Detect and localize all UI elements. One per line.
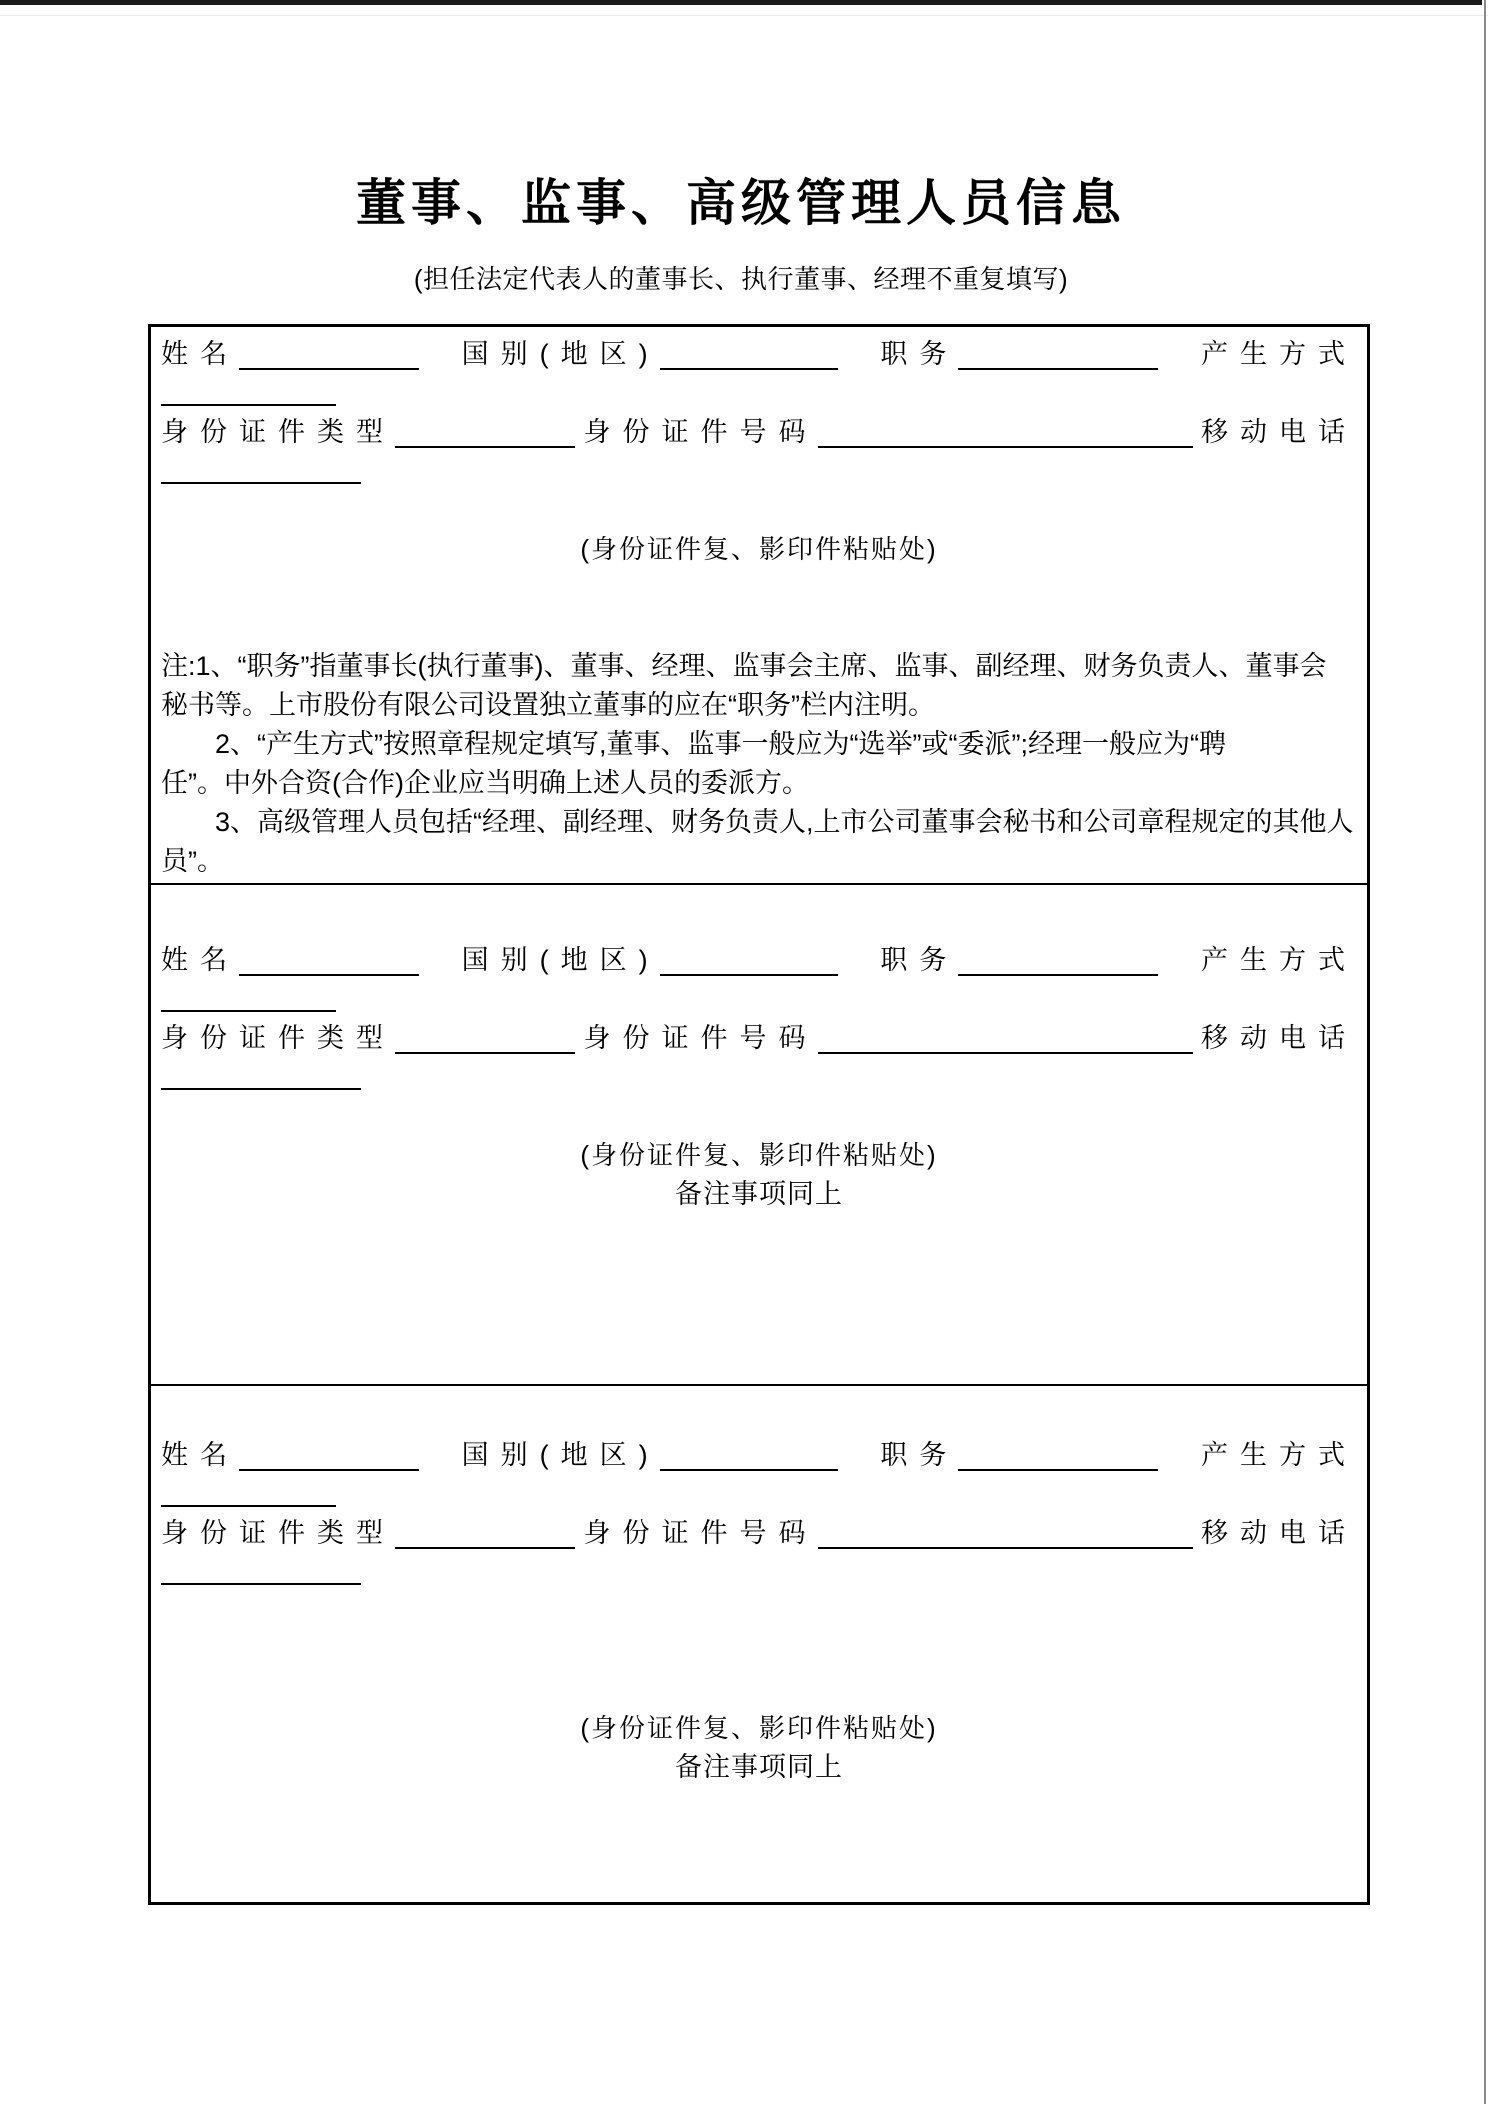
position-label: 职务 <box>880 339 959 369</box>
position-label: 职务 <box>880 1440 959 1470</box>
mobile-blank <box>161 452 361 484</box>
country-blank <box>660 338 838 370</box>
country-group <box>462 1436 838 1475</box>
name-blank <box>239 1439 419 1471</box>
note-line: 2、“产生方式”按照章程规定填写,董事、监事一般应为“选举”或“委派”;经理一般应为“聘 <box>161 729 1226 759</box>
form-table <box>148 324 1370 1905</box>
id-type-blank <box>395 1022 575 1054</box>
note-line: 秘书等。上市股份有限公司设置独立董事的应在“职务”栏内注明。 <box>161 690 935 720</box>
country-blank <box>660 1439 838 1471</box>
method-blank <box>161 1475 336 1507</box>
name-group <box>161 941 419 980</box>
position-label: 职务 <box>880 945 959 975</box>
mobile-blank-wrapped-line <box>161 1553 1357 1592</box>
position-blank <box>958 944 1158 976</box>
country-label: 国别(地区) <box>461 1440 660 1470</box>
top-border-bar <box>0 0 1482 5</box>
member-section-2 <box>151 883 1367 1384</box>
name-group <box>161 1436 419 1475</box>
name-label: 姓名 <box>161 1440 239 1470</box>
member-section-1 <box>151 327 1367 883</box>
position-group <box>880 335 1158 374</box>
id-number-label: 身份证件号码 <box>583 1023 818 1053</box>
paste-area-label: (身份证件复、影印件粘贴处) <box>580 534 938 564</box>
paste-area-label: (身份证件复、影印件粘贴处) <box>580 1713 938 1743</box>
id-type-group <box>161 413 575 452</box>
mobile-blank <box>161 1553 361 1585</box>
remark-same-as-above: 备注事项同上 <box>675 1179 843 1209</box>
country-label: 国别(地区) <box>461 945 660 975</box>
id-number-group <box>584 1514 1193 1553</box>
country-group <box>462 335 838 374</box>
method-blank-wrapped-line <box>161 1475 1357 1514</box>
name-blank <box>239 338 419 370</box>
country-blank <box>660 944 838 976</box>
paste-area-label: (身份证件复、影印件粘贴处) <box>580 1140 938 1170</box>
note-line: 注:1、“职务”指董事长(执行董事)、董事、经理、监事会主席、监事、副经理、财务负责人、董事会 <box>161 651 1327 681</box>
identity-row <box>161 941 1357 980</box>
member-section-3 <box>151 1384 1367 1902</box>
mobile-blank-wrapped-line <box>161 1058 1357 1097</box>
credential-row <box>161 413 1357 452</box>
id-type-blank <box>395 1517 575 1549</box>
credential-row <box>161 1019 1357 1058</box>
page-subtitle: (担任法定代表人的董事长、执行董事、经理不重复填写) <box>413 264 1069 294</box>
id-type-label: 身份证件类型 <box>161 417 395 447</box>
id-number-blank <box>818 1022 1193 1054</box>
id-number-group <box>584 413 1193 452</box>
id-number-label: 身份证件号码 <box>583 1518 818 1548</box>
right-edge-line <box>1484 0 1486 2104</box>
mobile-blank-wrapped-line <box>161 452 1357 491</box>
note-line: 员”。 <box>161 846 224 876</box>
method-blank-wrapped-line <box>161 374 1357 413</box>
mobile-label: 移动电话 <box>1201 1023 1357 1053</box>
id-type-label: 身份证件类型 <box>161 1023 395 1053</box>
id-type-label: 身份证件类型 <box>161 1518 395 1548</box>
position-group <box>880 941 1158 980</box>
mobile-blank <box>161 1058 361 1090</box>
note-line: 任”。中外合资(合作)企业应当明确上述人员的委派方。 <box>161 768 809 798</box>
id-number-blank <box>818 1517 1193 1549</box>
id-type-group <box>161 1019 575 1058</box>
name-label: 姓名 <box>161 339 239 369</box>
method-label: 产生方式 <box>1201 1440 1357 1470</box>
id-type-blank <box>395 416 575 448</box>
credential-row <box>161 1514 1357 1553</box>
id-number-blank <box>818 416 1193 448</box>
name-group <box>161 335 419 374</box>
identity-row <box>161 1436 1357 1475</box>
method-label: 产生方式 <box>1201 945 1357 975</box>
method-label: 产生方式 <box>1201 339 1357 369</box>
notes-block <box>161 647 1357 881</box>
name-blank <box>239 944 419 976</box>
id-number-group <box>584 1019 1193 1058</box>
mobile-label: 移动电话 <box>1201 417 1357 447</box>
mobile-label: 移动电话 <box>1201 1518 1357 1548</box>
country-label: 国别(地区) <box>461 339 660 369</box>
remark-same-as-above: 备注事项同上 <box>675 1752 843 1782</box>
note-line: 3、高级管理人员包括“经理、副经理、财务负责人,上市公司董事会秘书和公司章程规定的其他人 <box>161 807 1354 837</box>
country-group <box>462 941 838 980</box>
position-blank <box>958 1439 1158 1471</box>
name-label: 姓名 <box>161 945 239 975</box>
position-group <box>880 1436 1158 1475</box>
method-blank-wrapped-line <box>161 980 1357 1019</box>
method-blank <box>161 980 336 1012</box>
method-blank <box>161 374 336 406</box>
page-title: 董事、监事、高级管理人员信息 <box>356 175 1126 231</box>
top-hairline <box>0 15 1488 16</box>
identity-row <box>161 335 1357 374</box>
position-blank <box>958 338 1158 370</box>
id-number-label: 身份证件号码 <box>583 417 818 447</box>
id-type-group <box>161 1514 575 1553</box>
